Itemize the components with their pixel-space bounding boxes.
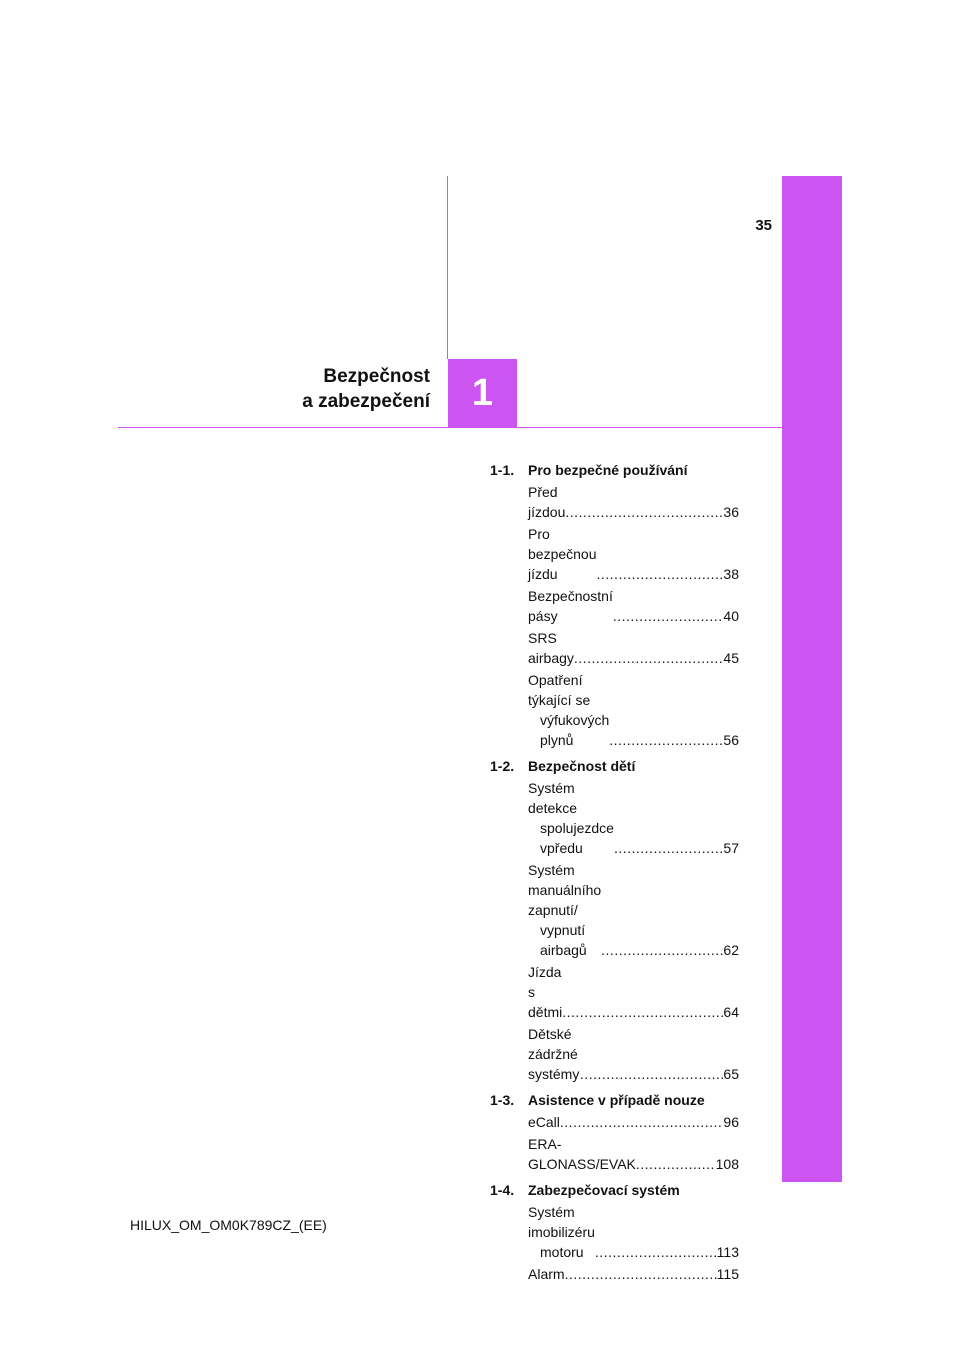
toc-dot-leader bbox=[597, 564, 724, 584]
toc-section-number: 1-3. bbox=[490, 1092, 515, 1108]
toc-dot-leader bbox=[595, 1242, 717, 1262]
toc-dot-leader bbox=[609, 730, 723, 750]
chapter-number-badge: 1 bbox=[448, 359, 517, 427]
toc-entry-page: 113 bbox=[716, 1244, 739, 1260]
toc-entry-title-line1: Systém imobilizéru bbox=[528, 1204, 595, 1240]
chapter-side-tab bbox=[782, 176, 842, 1182]
toc-entry-title: Pro bezpečnou jízdu bbox=[528, 526, 597, 582]
toc-dot-leader bbox=[560, 1112, 724, 1132]
toc-entry[interactable] bbox=[528, 1024, 739, 1084]
toc-entry-page: 38 bbox=[723, 566, 739, 582]
toc-section-title: Pro bezpečné používání bbox=[528, 462, 688, 478]
toc-entry-title: SRS airbagy bbox=[528, 630, 574, 666]
toc-entry-page: 45 bbox=[723, 650, 739, 666]
toc-entry-title bbox=[528, 860, 601, 960]
toc-entry[interactable] bbox=[528, 860, 739, 960]
toc-entry-title: Před jízdou bbox=[528, 484, 566, 520]
toc-section-number: 1-2. bbox=[490, 758, 515, 774]
toc-entry-title-line1: Systém detekce bbox=[528, 780, 578, 816]
toc-entry-title-line2: spolujezdce vpředu bbox=[540, 820, 614, 856]
toc-entry-title-line2: vypnutí airbagů bbox=[540, 922, 587, 958]
toc-section-number: 1-1. bbox=[490, 462, 515, 478]
toc-section-title: Bezpečnost dětí bbox=[528, 758, 636, 774]
toc-entry-page: 96 bbox=[723, 1114, 739, 1130]
toc-section-title: Asistence v případě nouze bbox=[528, 1092, 705, 1108]
toc-entry-title: eCall bbox=[528, 1114, 560, 1130]
toc-dot-leader bbox=[574, 648, 724, 668]
toc-dot-leader bbox=[601, 940, 723, 960]
horizontal-rule bbox=[118, 427, 782, 428]
toc-entry-title: Bezpečnostní pásy bbox=[528, 588, 613, 624]
toc-section-heading[interactable] bbox=[490, 756, 750, 776]
toc-entry-title: Jízda s dětmi bbox=[528, 964, 563, 1020]
toc-section-heading[interactable] bbox=[490, 460, 750, 480]
chapter-title-line2: a zabezpečení bbox=[302, 391, 430, 412]
toc-entry-page: 108 bbox=[715, 1156, 739, 1172]
toc-dot-leader bbox=[580, 1064, 724, 1084]
toc-entry[interactable] bbox=[528, 524, 739, 584]
toc-entry[interactable] bbox=[528, 962, 739, 1022]
page-number: 35 bbox=[755, 217, 772, 234]
toc-entry-page: 56 bbox=[723, 732, 739, 748]
table-of-contents bbox=[490, 460, 750, 1290]
toc-entry-title-line2: výfukových plynů bbox=[540, 712, 610, 748]
toc-entry[interactable] bbox=[528, 1112, 739, 1132]
toc-entry-page: 36 bbox=[723, 504, 739, 520]
vertical-rule bbox=[447, 176, 448, 359]
toc-dot-leader bbox=[636, 1154, 716, 1174]
toc-entry[interactable] bbox=[528, 1202, 739, 1262]
toc-entry-title: Dětské zádržné systémy bbox=[528, 1026, 580, 1082]
toc-entry-title bbox=[528, 778, 614, 858]
toc-section-spacer bbox=[490, 1286, 750, 1290]
toc-entry-page: 62 bbox=[723, 942, 739, 958]
toc-entry[interactable] bbox=[528, 482, 739, 522]
toc-entry-page: 65 bbox=[723, 1066, 739, 1082]
toc-dot-leader bbox=[565, 1264, 717, 1284]
toc-entry-page: 57 bbox=[723, 840, 739, 856]
toc-entry-title: Alarm bbox=[528, 1266, 565, 1282]
toc-entry-title bbox=[528, 1202, 595, 1262]
toc-entry-page: 115 bbox=[716, 1266, 739, 1282]
toc-entry-page: 40 bbox=[723, 608, 739, 624]
toc-entry[interactable] bbox=[528, 586, 739, 626]
chapter-title bbox=[180, 364, 430, 414]
toc-entry-title: ERA-GLONASS/EVAK bbox=[528, 1136, 636, 1172]
toc-entry[interactable] bbox=[528, 778, 739, 858]
document-code: HILUX_OM_OM0K789CZ_(EE) bbox=[130, 1217, 327, 1233]
toc-entry-title-line1: Systém manuálního zapnutí/ bbox=[528, 862, 602, 918]
toc-entry-title-line2: motoru bbox=[540, 1244, 584, 1260]
toc-dot-leader bbox=[613, 606, 724, 626]
toc-dot-leader bbox=[565, 502, 723, 522]
toc-entry[interactable] bbox=[528, 628, 739, 668]
toc-entry-title bbox=[528, 670, 609, 750]
chapter-title-line1: Bezpečnost bbox=[323, 366, 430, 387]
toc-section-heading[interactable] bbox=[490, 1090, 750, 1110]
toc-entry[interactable] bbox=[528, 1264, 739, 1284]
toc-section-title: Zabezpečovací systém bbox=[528, 1182, 680, 1198]
toc-entry[interactable] bbox=[528, 1134, 739, 1174]
toc-dot-leader bbox=[614, 838, 723, 858]
toc-dot-leader bbox=[562, 1002, 723, 1022]
toc-entry-page: 64 bbox=[723, 1004, 739, 1020]
toc-entry[interactable] bbox=[528, 670, 739, 750]
toc-section-number: 1-4. bbox=[490, 1182, 515, 1198]
toc-section-heading[interactable] bbox=[490, 1180, 750, 1200]
toc-entry-title-line1: Opatření týkající se bbox=[528, 672, 591, 708]
